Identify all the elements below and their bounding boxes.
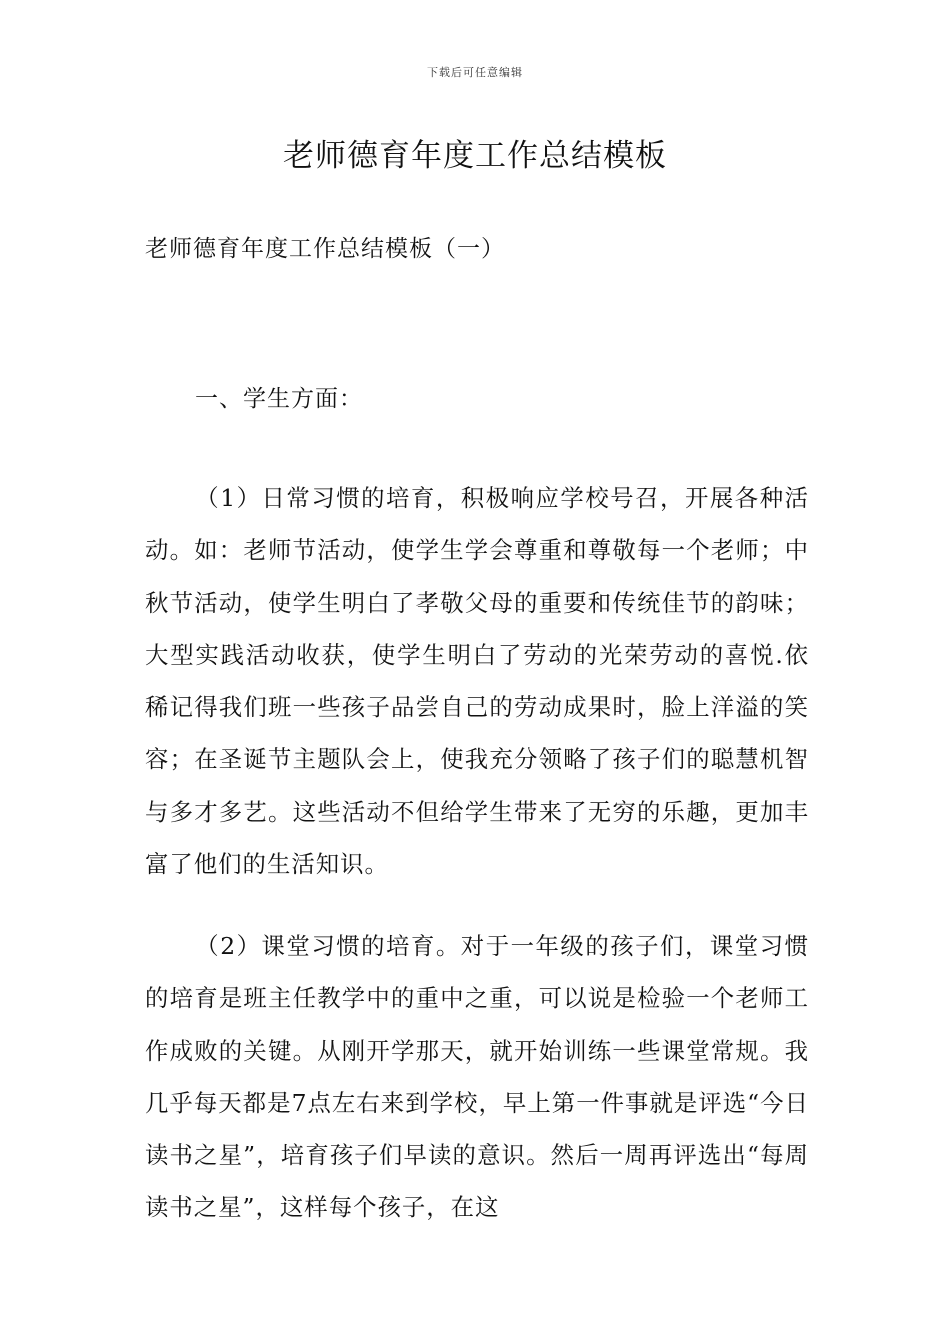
document-title: 老师德育年度工作总结模板 [283, 138, 667, 174]
section-heading: 一、学生方面： [195, 386, 363, 412]
paragraph-daily-habits: （1）日常习惯的培育，积极响应学校号召，开展各种活动。如：老师节活动，使学生学会尊重和尊敬每一个老师；中秋节活动，使学生明白了孝敬父母的重要和传统佳节的韵味；大型实践活动收获，使学生明白了劳动的光荣劳动的喜悦.依稀记得我们班一些孩子品尝自己的劳动成果时，脸上洋溢的笑容；在圣诞节主题队会上，使我充分领略了孩子们的聪慧机智与多才多艺。这些活动不但给学生带来了无穷的乐趣，更加丰富了他们的生活知识。 [145, 484, 809, 879]
header-note: 下载后可任意编辑 [427, 66, 523, 79]
paragraph-classroom-habits: （2）课堂习惯的培育。对于一年级的孩子们，课堂习惯的培育是班主任教学中的重中之重，可以说是检验一个老师工作成败的关键。从刚开学那天，就开始训练一些课堂常规。我几乎每天都是7点左右来到学校，早上第一件事就是评选“今日读书之星”，培育孩子们早读的意识。然后一周再评选出“每周读书之星”，这样每个孩子，在这 [145, 932, 809, 1222]
document-subtitle: 老师德育年度工作总结模板（一） [145, 236, 505, 262]
